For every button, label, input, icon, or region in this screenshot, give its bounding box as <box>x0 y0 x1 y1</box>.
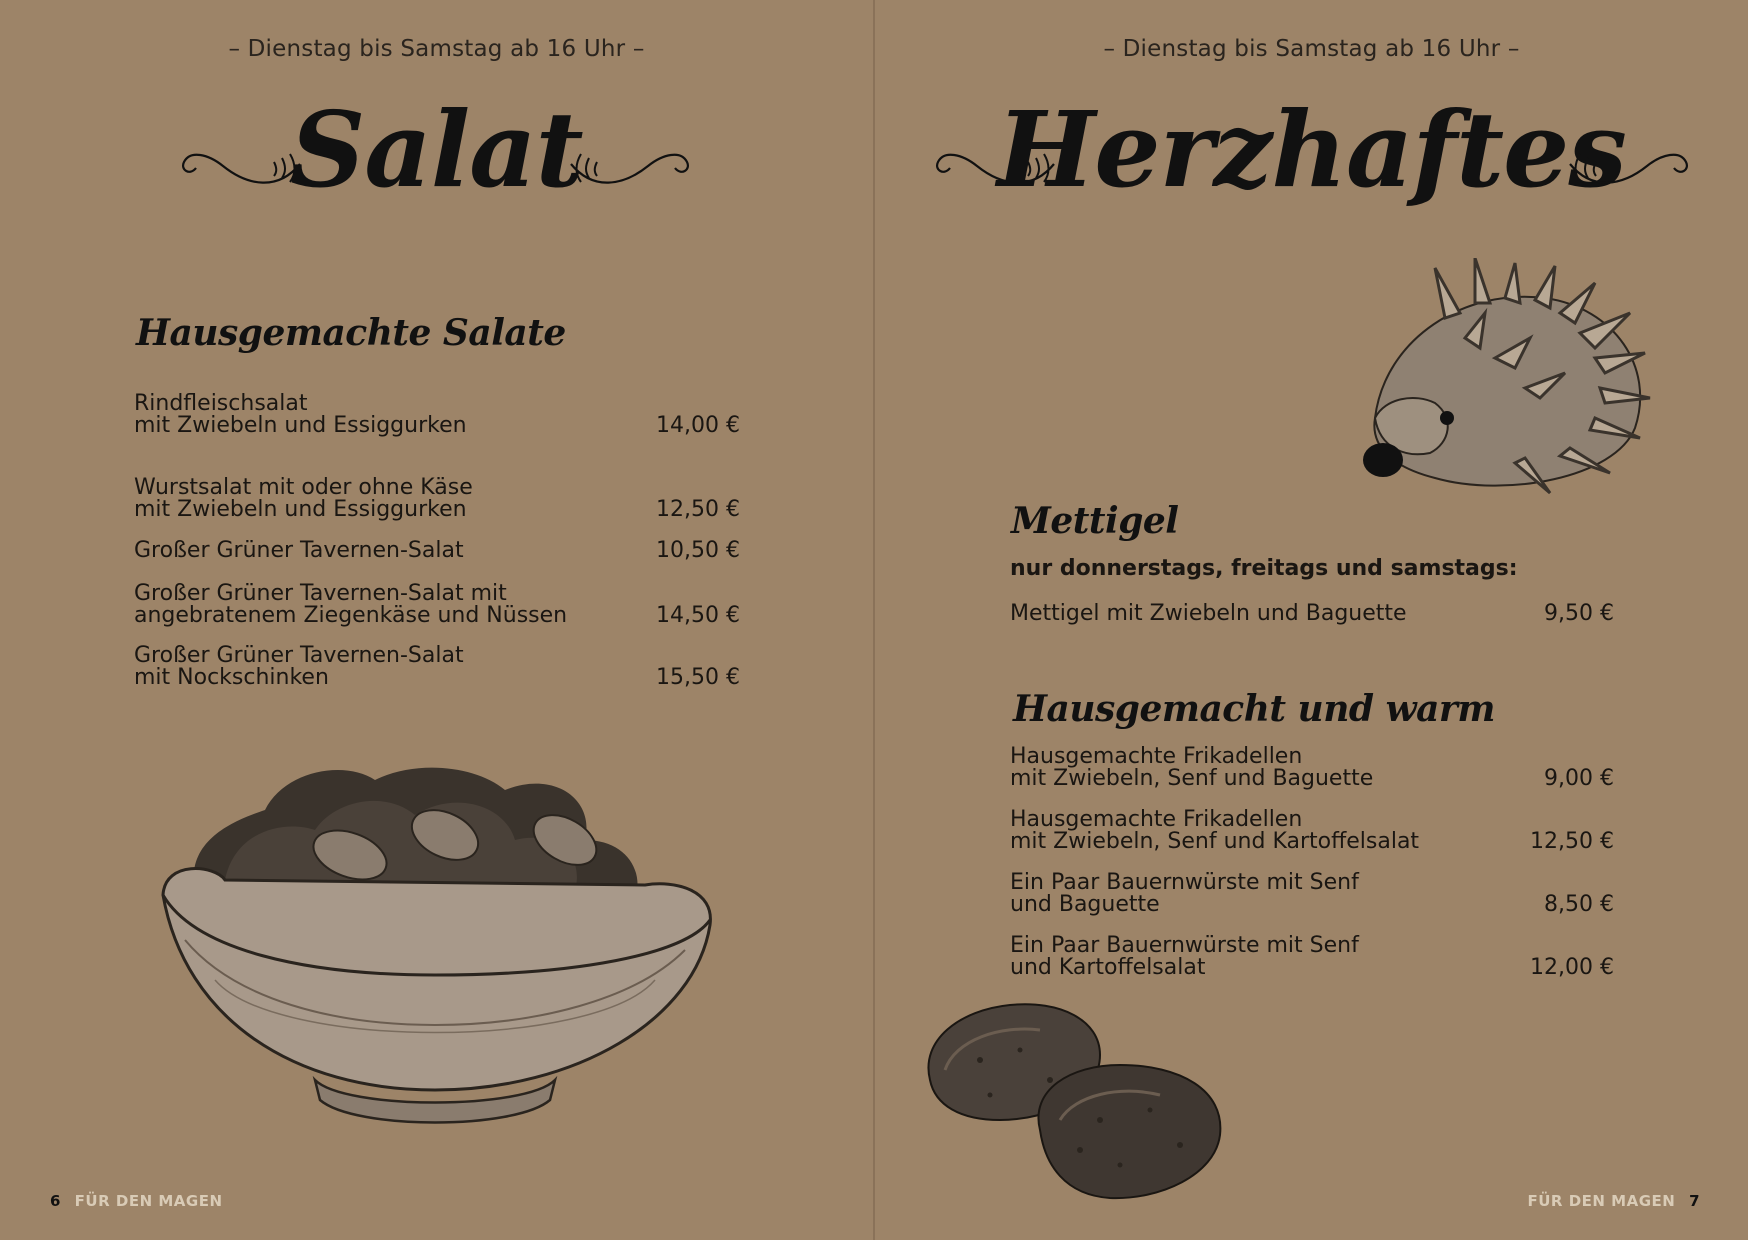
section-title: Mettigel <box>1011 500 1179 542</box>
page-title: Herzhaftes <box>997 88 1626 211</box>
section-title: Hausgemacht und warm <box>1013 688 1495 730</box>
item-price: 9,50 € <box>1544 601 1614 626</box>
title-block <box>0 88 873 228</box>
menu-item <box>134 645 740 689</box>
page-number: 6 <box>50 1192 61 1210</box>
item-name: Mettigel mit Zwiebeln und Baguette <box>1010 601 1407 626</box>
menu-item <box>1010 872 1614 916</box>
menu-item <box>1010 809 1614 853</box>
mettigel-hedgehog-illustration <box>1355 258 1655 508</box>
flourish-right-icon <box>568 136 693 196</box>
title-block <box>875 88 1748 228</box>
item-name: Großer Grüner Tavernen-Salat mit angebratenem Ziegenkäse und Nüssen <box>134 581 568 628</box>
item-price: 14,50 € <box>656 603 740 628</box>
menu-item <box>1010 746 1614 790</box>
item-name: Großer Grüner Tavernen-Salat <box>134 538 464 563</box>
menu-item <box>134 540 740 562</box>
menu-item <box>134 583 740 627</box>
footer-label: FÜR DEN MAGEN <box>1527 1192 1676 1210</box>
frikadellen-illustration <box>920 1000 1230 1205</box>
item-name: Wurstsalat mit oder ohne Käse mit Zwiebeln und Essiggurken <box>134 475 473 522</box>
section-title: Hausgemachte Salate <box>136 312 566 354</box>
availability-note: nur donnerstags, freitags und samstags: <box>1010 556 1518 581</box>
footer <box>1528 1192 1709 1210</box>
item-price: 15,50 € <box>656 665 740 690</box>
item-name: Großer Grüner Tavernen-Salat mit Nockschinken <box>134 643 464 690</box>
item-name: Ein Paar Bauernwürste mit Senf und Kartoffelsalat <box>1010 933 1359 980</box>
salad-bowl-illustration <box>155 760 715 1150</box>
opening-hours: – Dienstag bis Samstag ab 16 Uhr – <box>228 36 645 62</box>
item-price: 9,00 € <box>1544 766 1614 791</box>
footer <box>42 1192 223 1210</box>
item-name: Ein Paar Bauernwürste mit Senf und Baguette <box>1010 870 1359 917</box>
menu-item <box>1010 935 1614 979</box>
item-name: Hausgemachte Frikadellen mit Zwiebeln, Senf und Baguette <box>1010 744 1374 791</box>
footer-label: FÜR DEN MAGEN <box>74 1192 223 1210</box>
item-price: 8,50 € <box>1544 892 1614 917</box>
item-price: 10,50 € <box>656 538 740 563</box>
item-price: 14,00 € <box>656 413 740 438</box>
item-price: 12,00 € <box>1530 955 1614 980</box>
item-name: Hausgemachte Frikadellen mit Zwiebeln, Senf und Kartoffelsalat <box>1010 807 1420 854</box>
menu-item <box>1010 603 1614 625</box>
item-price: 12,50 € <box>656 497 740 522</box>
menu-item <box>134 393 740 437</box>
flourish-right-icon <box>1567 136 1692 196</box>
item-price: 12,50 € <box>1530 829 1614 854</box>
menu-item <box>134 477 740 521</box>
right-page <box>875 0 1748 1240</box>
opening-hours: – Dienstag bis Samstag ab 16 Uhr – <box>1103 36 1520 62</box>
page-title: Salat <box>290 88 583 211</box>
item-name: Rindfleischsalat mit Zwiebeln und Essiggurken <box>134 391 467 438</box>
left-page <box>0 0 873 1240</box>
page-number: 7 <box>1689 1192 1700 1210</box>
